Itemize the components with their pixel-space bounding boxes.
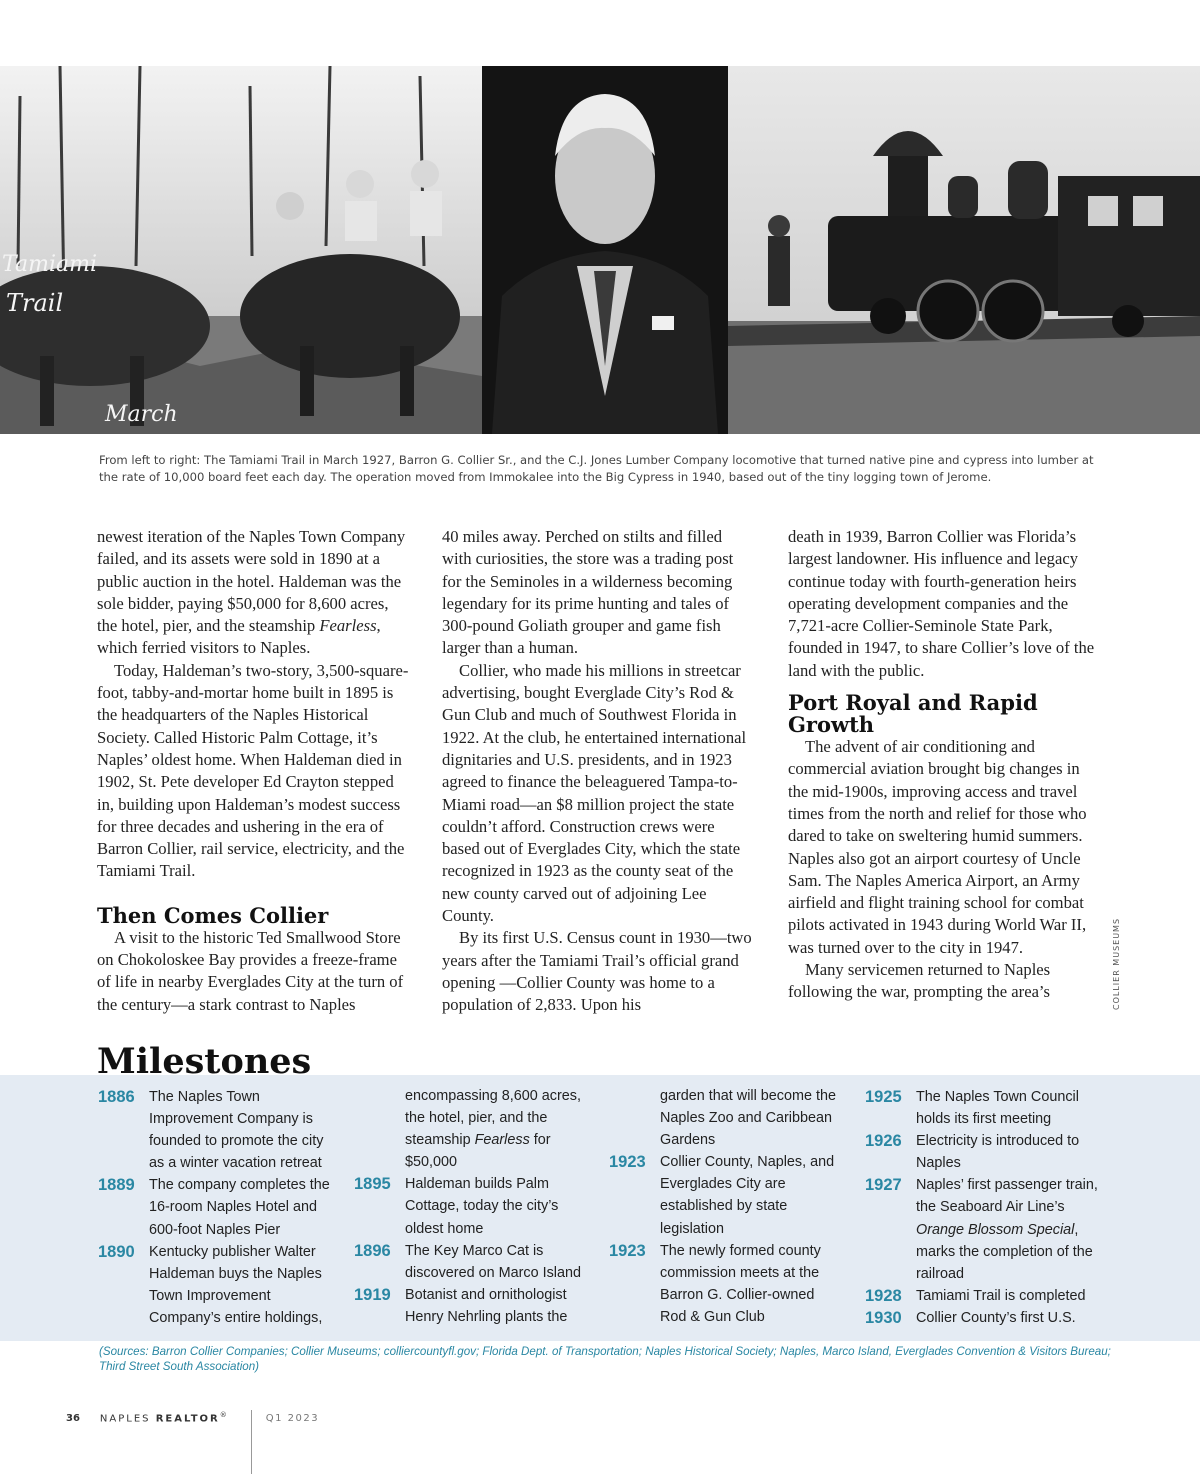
paragraph: Collier, who made his millions in streetcar advertising, bought Everglade City’s Rod & Gun Club and much of Southwest Florida in 1922. At the club, he entertained international dignitaries and U.S. presidents, and in 1923 agreed to finance the beleaguered Tampa-to-Miami road—an $8 million project the state couldn’t afford. Construction crews were based out of Everglades City, which the state recognized in 1923 as the county seat of the new county carved out of adjoining Lee County. [442, 660, 747, 926]
milestone-item [865, 1174, 1105, 1284]
milestone-item [98, 1086, 333, 1174]
milestone-item [865, 1285, 1105, 1307]
photo-caption: From left to right: The Tamiami Trail in March 1927, Barron G. Collier Sr., and the C.J. Jones Lumber Company locomotive that turned native pine and cypress into lumber at the rate of 10,000 board feet each day. The operation moved from Immokalee into the Big Cypress in 1940, based out of the tiny logging town of Jerome. [99, 453, 1094, 484]
photo-credit: COLLIER MUSEUMS [1112, 917, 1121, 1010]
milestone-text: Botanist and ornithologist Henry Nehrling plants the [405, 1286, 568, 1325]
text: encompassing 8,600 acres, the hotel, pier, and the steamship [405, 1088, 581, 1149]
divider [251, 1410, 252, 1474]
sources-note: (Sources: Barron Collier Companies; Collier Museums; colliercountyfl.gov; Florida Dept. of Transportation; Naples Historical Society; Naples, Marco Island, Everglades Convention & Visitors Bureau; Third Street South Association) [99, 1345, 1111, 1373]
milestone-year: 1927 [865, 1176, 902, 1195]
paragraph: 40 miles away. Perched on stilts and filled with curiosities, the store was a trading post for the Seminoles in a wilderness becoming legendary for its prime hunting and tales of 300-pound Goliath grouper and game fish larger than a human. [442, 527, 734, 658]
milestone-year: 1919 [354, 1285, 391, 1304]
photo-strip [0, 66, 1200, 434]
milestone-text: Tamiami Trail is completed [916, 1287, 1086, 1304]
text: , which ferried visitors to Naples. [97, 616, 381, 658]
text: for $50,000 [405, 1132, 551, 1171]
milestone-item [865, 1307, 1105, 1329]
text: , marks the completion of the railroad [916, 1221, 1093, 1282]
milestone-text: The Naples Town Council holds its first meeting [916, 1089, 1079, 1128]
milestone-text: Haldeman builds Palm Cottage, today the city’s oldest home [405, 1176, 559, 1237]
march-writing: March [105, 402, 178, 427]
milestone-text: The Key Marco Cat is discovered on Marco Island [405, 1242, 581, 1281]
trail-writing: Trail [6, 289, 64, 317]
section-heading: Then Comes Collier [97, 902, 329, 928]
milestone-item [865, 1130, 1105, 1174]
registered-mark: ® [219, 1411, 229, 1420]
milestones-title: Milestones [97, 1041, 312, 1082]
milestone-year: 1889 [98, 1176, 135, 1195]
issue-label: Q1 2023 [265, 1412, 320, 1424]
milestone-text: The company completes the 16-room Naples Hotel and 600-foot Naples Pier [149, 1177, 330, 1238]
milestone-continuation: garden that will become the Naples Zoo and Caribbean Gardens [660, 1088, 836, 1149]
tamiami-writing: Tamiami [2, 252, 97, 277]
milestones-column-3 [609, 1085, 844, 1328]
text: NAPLES [99, 1413, 156, 1425]
milestone-year: 1886 [98, 1088, 135, 1106]
text: Naples’ first passenger train, the Seaboard Air Line’s [916, 1177, 1098, 1216]
milestone-text: Collier County, Naples, and Everglades City are established by state legislation [660, 1154, 835, 1237]
milestone-year: 1895 [354, 1175, 391, 1194]
milestones-column-2 [354, 1085, 589, 1328]
milestone-item [354, 1240, 589, 1284]
milestone-text: Collier County’s first U.S. [916, 1309, 1076, 1326]
page-number: 36 [66, 1412, 80, 1424]
milestone-text: Electricity is introduced to Naples [916, 1133, 1080, 1172]
milestone-item [865, 1086, 1105, 1130]
milestone-year: 1890 [98, 1242, 135, 1261]
milestones-column-1 [98, 1086, 333, 1329]
article-column-2 [442, 526, 754, 1017]
milestone-item [98, 1241, 333, 1329]
milestone-item [609, 1151, 844, 1239]
ship-name: Fearless [474, 1132, 530, 1149]
magazine-name [100, 1411, 229, 1424]
milestone-year: 1925 [865, 1088, 902, 1106]
milestone-text: The newly formed county commission meets at the Barron G. Collier-owned Rod & Gun Club [660, 1242, 821, 1325]
milestone-item [354, 1284, 589, 1328]
milestone-year: 1930 [865, 1308, 902, 1327]
paragraph: Today, Haldeman’s two-story, 3,500-square-foot, tabby-and-mortar home built in 1895 is the headquarters of the Naples Historical Society. Called Historic Palm Cottage, it’s Naples’ oldest home. When Haldeman died in 1902, St. Pete developer Ed Crayton stepped in, building upon Haldeman’s modest success for three decades and ushering in the era of Barron Collier, rail service, electricity, and the Tamiami Trail. [97, 660, 409, 881]
barron-collier-portrait [482, 66, 728, 434]
milestone-year: 1923 [609, 1241, 646, 1260]
milestone-text: The Naples Town Improvement Company is founded to promote the city as a winter vacation retreat [149, 1089, 324, 1172]
paragraph: The advent of air conditioning and commercial aviation brought big changes in the mid-1900s, improving access and travel times from the north and relief for those who dared to take on sweltering humid summers. Naples also got an airport courtesy of Uncle Sam. The Naples America Airport, an Army airfield and flight training school for combat pilots activated in 1943 during World War II, was turned over to the city in 1947. [788, 737, 1087, 957]
article-column-3 [788, 526, 1100, 1004]
train-name: Orange Blossom Special [916, 1221, 1075, 1238]
text: newest iteration of the Naples Town Company failed, and its assets were sold in 1890 at a public auction in the hotel. Haldeman was the sole bidder, paying $50,000 for 8,600 acres, the hotel, pier, and the steamship [97, 527, 406, 636]
paragraph: A visit to the historic Ted Smallwood Store on Chokoloskee Bay provides a freeze-frame of life in nearby Everglades City at the turn of the century—a stark contrast to Naples [97, 927, 404, 1014]
ship-name: Fearless [319, 616, 377, 636]
milestones-column-4 [865, 1086, 1105, 1329]
paragraph: death in 1939, Barron Collier was Florida’s largest landowner. His influence and legacy continue today with fourth-generation heirs operating development companies and the 7,721-acre Collier-Seminole State Park, founded in 1947, to share Collier’s love of the land with the public. [788, 527, 1095, 680]
milestone-year: 1896 [354, 1241, 391, 1260]
paragraph: By its first U.S. Census count in 1930—two years after the Tamiami Trail’s official grand opening —Collier County was home to a population of 2,833. Upon his [442, 928, 752, 1015]
milestone-year: 1923 [609, 1153, 646, 1172]
milestone-text [916, 1174, 1105, 1284]
tamiami-trail-photo [0, 66, 482, 434]
milestone-continuation [354, 1085, 589, 1173]
milestone-text: Kentucky publisher Walter Haldeman buys the Naples Town Improvement Company’s entire holdings, [149, 1243, 323, 1326]
section-heading: Port Royal and Rapid Growth [788, 690, 1038, 738]
milestone-year: 1926 [865, 1132, 902, 1151]
milestone-item [98, 1174, 333, 1240]
paragraph: Many servicemen returned to Naples following the war, prompting the area’s [788, 960, 1051, 1002]
milestone-item [609, 1240, 844, 1328]
text: REALTOR [155, 1413, 220, 1425]
milestone-year: 1928 [865, 1286, 902, 1305]
article-column-1 [97, 526, 409, 1016]
page-footer [66, 1386, 319, 1450]
paragraph [97, 526, 409, 660]
milestone-item [354, 1173, 589, 1239]
locomotive-photo [728, 66, 1200, 434]
